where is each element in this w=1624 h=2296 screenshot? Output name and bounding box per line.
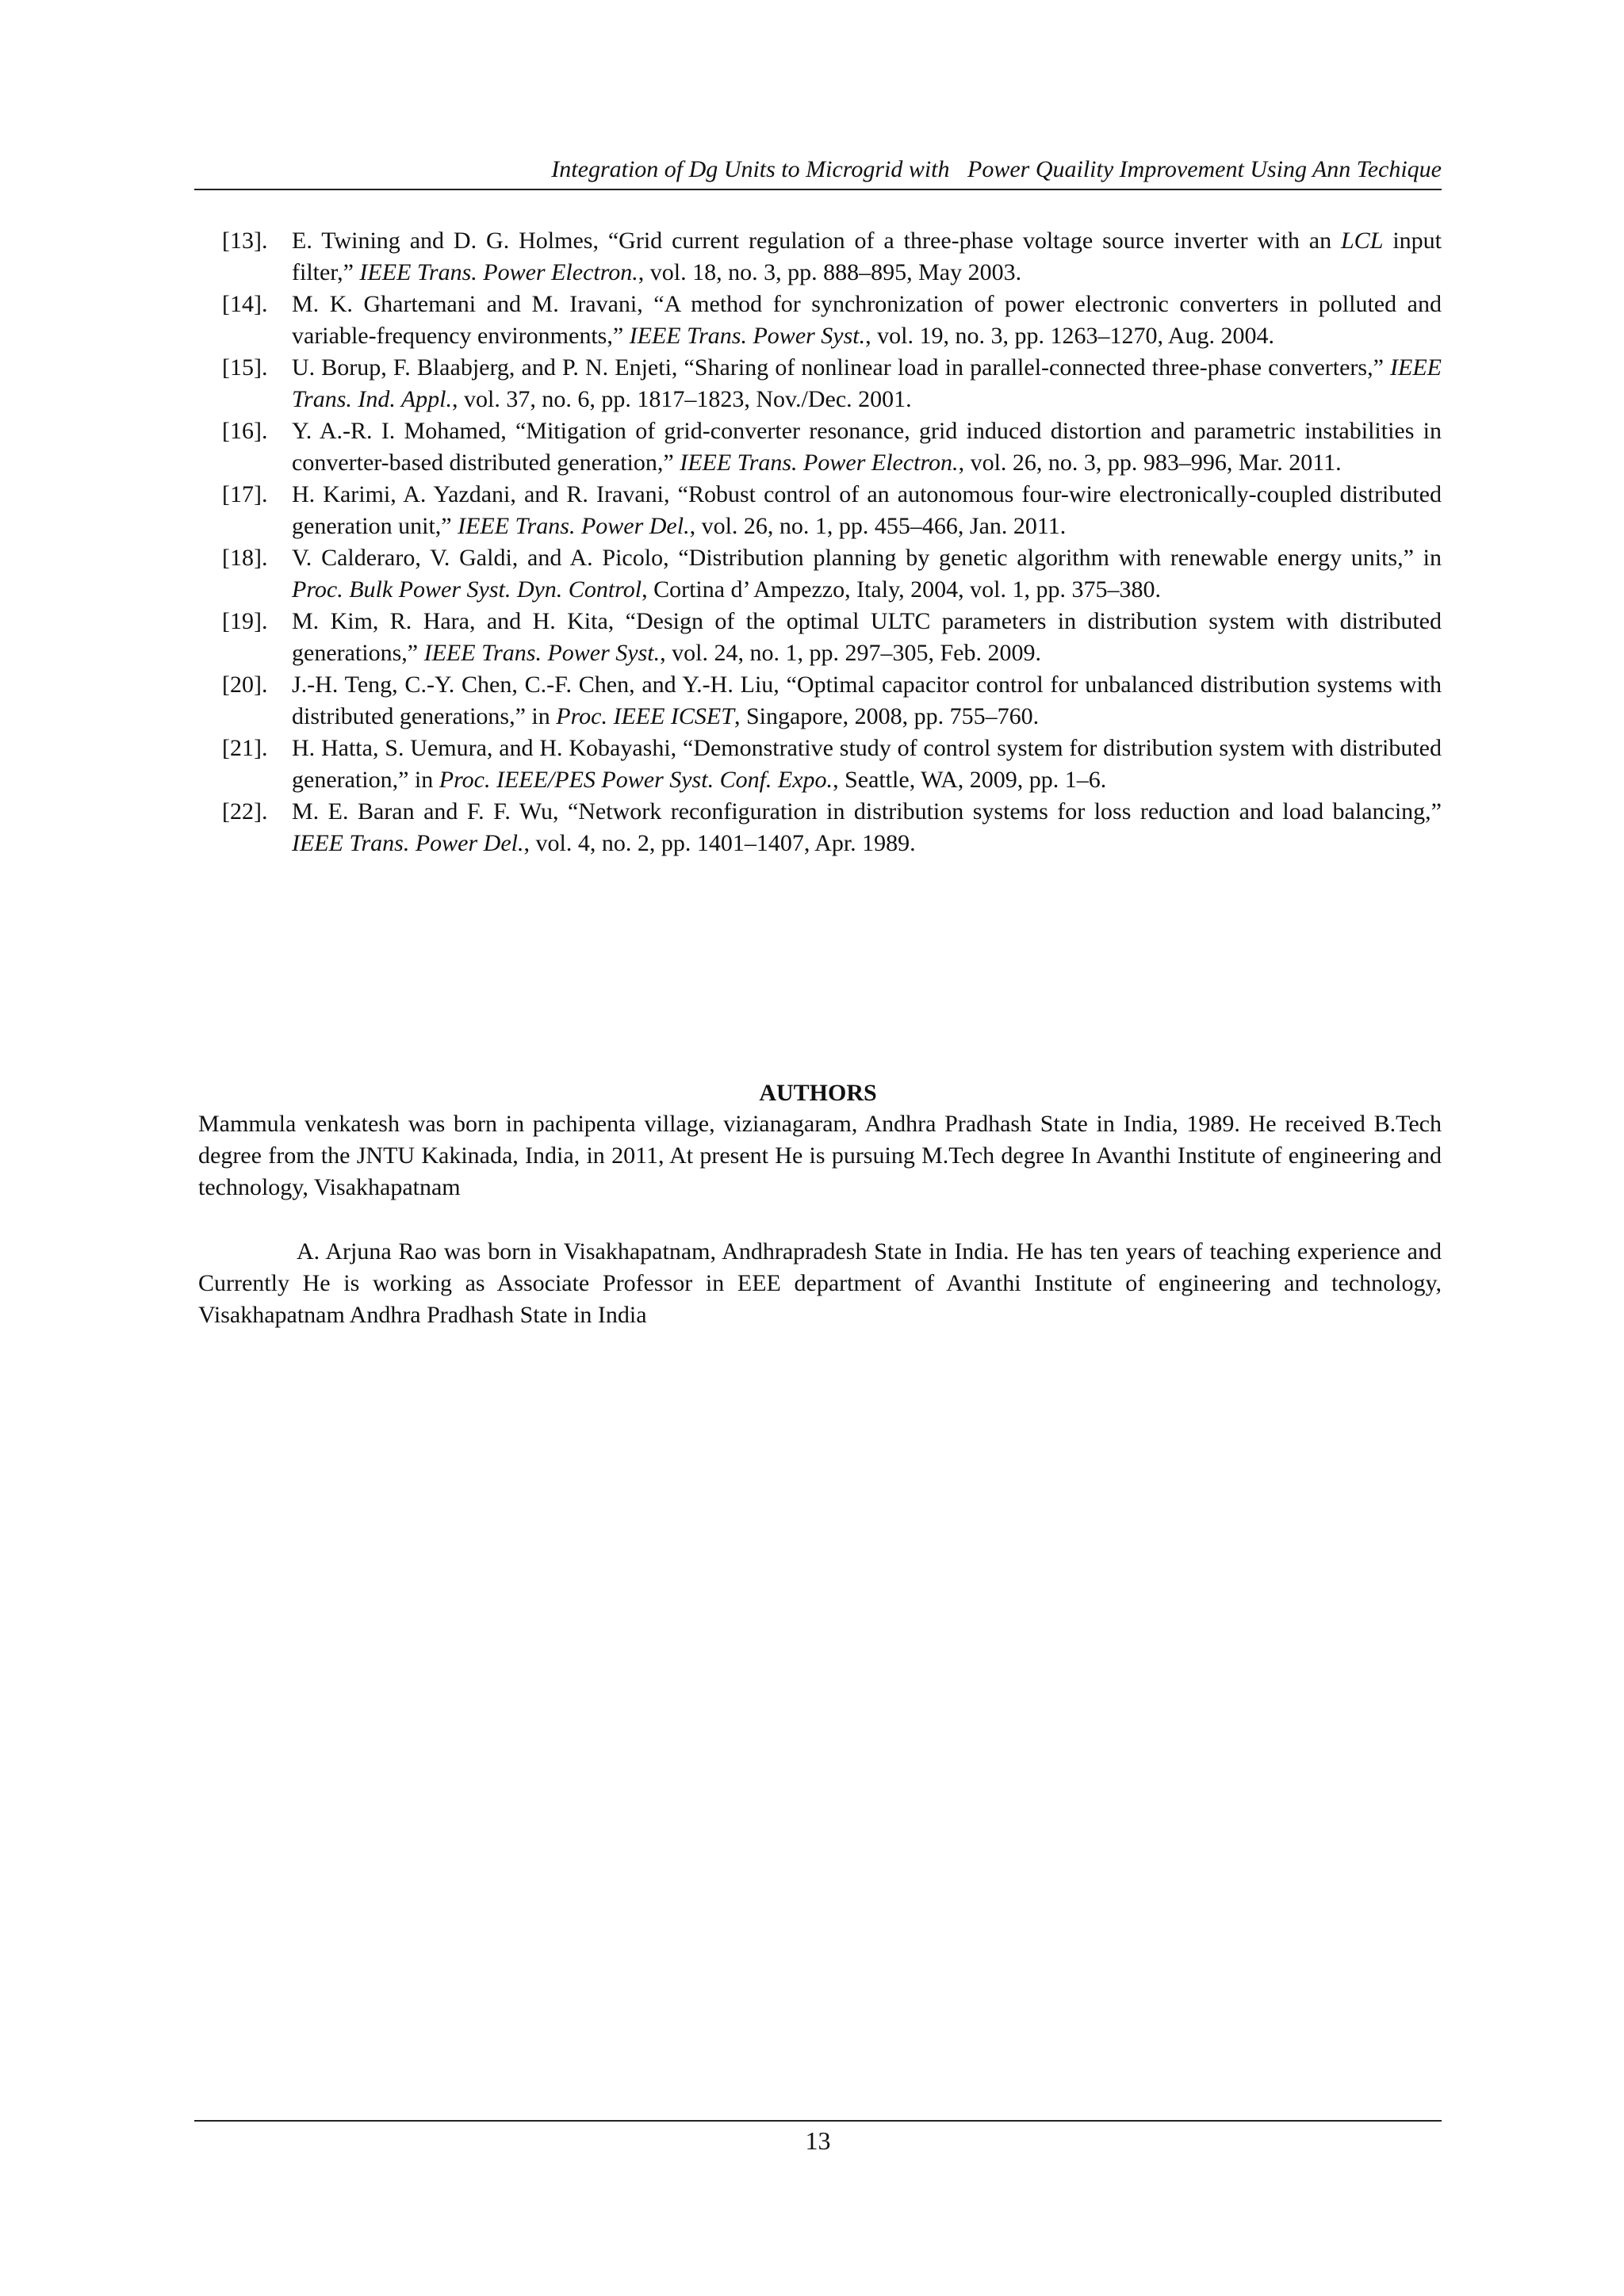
reference-italic-segment: Proc. IEEE ICSET [556, 703, 734, 729]
reference-segment: M. K. Ghartemani and M. Iravani, “A method for synchronization of power electronic converters in polluted and variable-frequency environments,” [292, 291, 1442, 349]
reference-segment: M. E. Baran and F. F. Wu, “Network reconfiguration in distribution systems for loss reduction and load balancing,” [292, 798, 1442, 825]
reference-italic-segment: IEEE Trans. Power Electron. [680, 450, 959, 476]
reference-text [292, 542, 1442, 606]
reference-text [292, 352, 1442, 415]
reference-segment: , vol. 24, no. 1, pp. 297–305, Feb. 2009. [660, 640, 1041, 666]
reference-number: [19]. [222, 608, 268, 634]
footer-rule [194, 2120, 1442, 2122]
reference-segment: , Singapore, 2008, pp. 755–760. [733, 703, 1040, 729]
reference-item [194, 479, 1442, 542]
reference-italic-segment: IEEE Trans. Power Del. [458, 513, 690, 539]
reference-segment: M. Kim, R. Hara, and H. Kita, “Design of the optimal ULTC parameters in distribution system with distributed generations,” [292, 608, 1442, 666]
authors-heading: AUTHORS [759, 1080, 877, 1106]
reference-item [194, 669, 1442, 733]
reference-segment: H. Karimi, A. Yazdani, and R. Iravani, “Robust control of an autonomous four-wire electronically-coupled distributed generation unit,” [292, 481, 1442, 539]
reference-italic-segment: IEEE Trans. Power Electron. [359, 259, 638, 285]
reference-segment: , Seattle, WA, 2009, pp. 1–6. [833, 767, 1107, 793]
reference-segment: input filter,” [292, 228, 1442, 285]
reference-list [194, 225, 1442, 859]
running-header: Integration of Dg Units to Microgrid with Power Quaility Improvement Using Ann Techique [551, 156, 1442, 182]
reference-number: [20]. [222, 672, 268, 698]
reference-number: [17]. [222, 481, 268, 507]
reference-item [194, 796, 1442, 859]
reference-text [292, 796, 1442, 859]
reference-item [194, 542, 1442, 606]
reference-segment: , vol. 37, no. 6, pp. 1817–1823, Nov./Dec. 2001. [452, 386, 912, 412]
reference-segment: E. Twining and D. G. Holmes, “Grid current regulation of a three-phase voltage source inverter with an [292, 228, 1341, 254]
reference-italic-segment: Proc. IEEE/PES Power Syst. Conf. Expo. [439, 767, 833, 793]
reference-segment: U. Borup, F. Blaabjerg, and P. N. Enjeti, “Sharing of nonlinear load in parallel-connected three-phase converters,” [292, 354, 1391, 381]
reference-text [292, 606, 1442, 669]
reference-segment: Y. A.-R. I. Mohamed, “Mitigation of grid-converter resonance, grid induced distortion and parametric instabilities in converter-based distributed generation,” [292, 418, 1442, 476]
reference-segment: J.-H. Teng, C.-Y. Chen, C.-F. Chen, and Y.-H. Liu, “Optimal capacitor control for unbalanced distribution systems with distributed generations,” in [292, 672, 1442, 729]
reference-segment: , vol. 19, no. 3, pp. 1263–1270, Aug. 2004. [865, 323, 1274, 349]
reference-item [194, 415, 1442, 479]
reference-segment: V. Calderaro, V. Galdi, and A. Picolo, “Distribution planning by genetic algorithm with renewable energy units,” in [292, 545, 1442, 571]
reference-number: [15]. [222, 354, 268, 381]
reference-item [194, 733, 1442, 796]
reference-segment: , Cortina d’ Ampezzo, Italy, 2004, vol. 1, pp. 375–380. [642, 576, 1161, 603]
header-rule [194, 189, 1442, 190]
reference-text [292, 225, 1442, 289]
reference-item [194, 606, 1442, 669]
reference-text [292, 733, 1442, 796]
reference-number: [18]. [222, 545, 268, 571]
reference-italic-segment: IEEE Trans. Power Del. [292, 830, 524, 856]
reference-item [194, 352, 1442, 415]
page-number: 13 [805, 2126, 831, 2155]
reference-text [292, 289, 1442, 352]
reference-text [292, 479, 1442, 542]
reference-number: [16]. [222, 418, 268, 444]
reference-italic-segment: IEEE Trans. Ind. Appl. [292, 354, 1442, 412]
reference-italic-segment: LCL [1341, 228, 1384, 254]
reference-segment: H. Hatta, S. Uemura, and H. Kobayashi, “Demonstrative study of control system for distribution system with distributed generation,” in [292, 735, 1442, 793]
reference-segment: , vol. 4, no. 2, pp. 1401–1407, Apr. 1989. [523, 830, 916, 856]
reference-segment: , vol. 26, no. 3, pp. 983–996, Mar. 2011. [958, 450, 1342, 476]
reference-italic-segment: Proc. Bulk Power Syst. Dyn. Control [292, 576, 642, 603]
reference-item [194, 225, 1442, 289]
reference-italic-segment: IEEE Trans. Power Syst. [629, 323, 866, 349]
author-bio-arjuna-rao: A. Arjuna Rao was born in Visakhapatnam, Andhrapradesh State in India. He has ten years of teaching experience and Currently He is working as Associate Professor in EEE department of Avanthi Institute of engineering and technology, Visakhapatnam Andhra Pradhash State in India [198, 1238, 1442, 1328]
reference-text [292, 669, 1442, 733]
reference-number: [21]. [222, 735, 268, 761]
reference-number: [22]. [222, 798, 268, 825]
reference-segment: , vol. 18, no. 3, pp. 888–895, May 2003. [638, 259, 1022, 285]
reference-item [194, 289, 1442, 352]
reference-number: [13]. [222, 228, 268, 254]
reference-italic-segment: IEEE Trans. Power Syst. [423, 640, 661, 666]
author-bio-venkatesh: Mammula venkatesh was born in pachipenta village, vizianagaram, Andhra Pradhash State in India, 1989. He received B.Tech degree from the JNTU Kakinada, India, in 2011, At present He is pursuing M.Tech degree In Avanthi Institute of engineering and technology, Visakhapatnam [198, 1111, 1442, 1200]
reference-text [292, 415, 1442, 479]
reference-number: [14]. [222, 291, 268, 317]
reference-segment: , vol. 26, no. 1, pp. 455–466, Jan. 2011. [689, 513, 1067, 539]
